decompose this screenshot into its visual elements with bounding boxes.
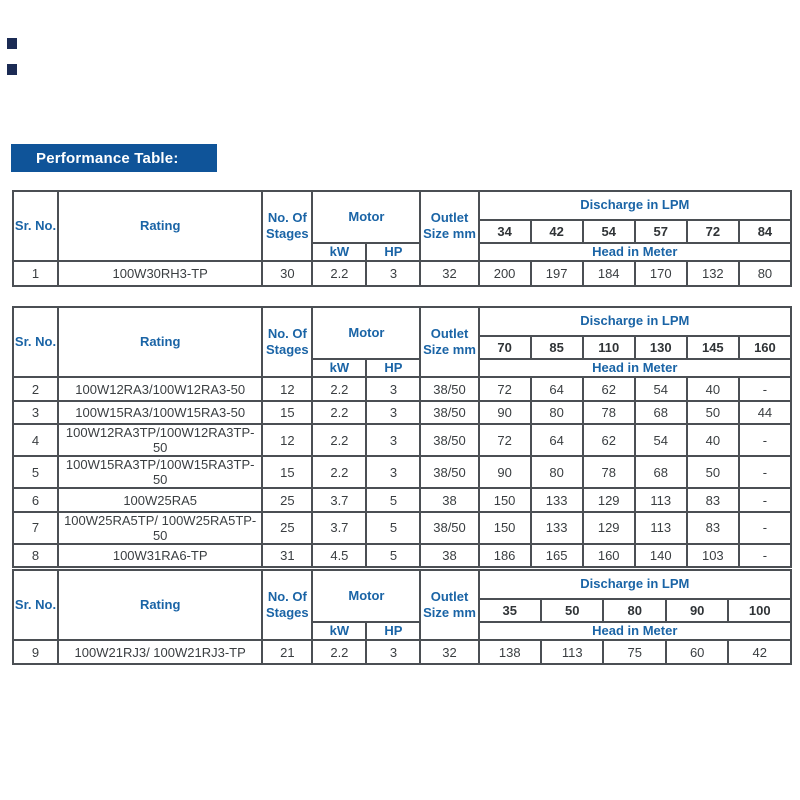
head-value-cell: 113 xyxy=(635,488,687,512)
head-value-cell: 78 xyxy=(583,401,635,425)
head-value-cell: 50 xyxy=(687,401,739,425)
performance-table-3 xyxy=(12,569,792,665)
head-value-cell: - xyxy=(739,456,791,488)
sr-no-cell: 8 xyxy=(13,544,58,568)
rating-cell: 100W31RA6-TP xyxy=(58,544,262,568)
head-value-cell: 80 xyxy=(531,456,583,488)
head-value-cell: 68 xyxy=(635,456,687,488)
head-value-cell: 75 xyxy=(603,640,665,664)
rating-cell: 100W25RA5TP/ 100W25RA5TP-50 xyxy=(58,512,262,544)
head-value-cell: 133 xyxy=(531,512,583,544)
sr-no-cell: 9 xyxy=(13,640,58,664)
hp-cell: 3 xyxy=(366,456,420,488)
table-1-body xyxy=(13,261,791,286)
discharge-value-header: 80 xyxy=(603,599,665,622)
table-3-header xyxy=(13,570,791,640)
discharge-value-header: 72 xyxy=(687,220,739,243)
col-header-outlet-size: Outlet Size mm xyxy=(420,570,478,640)
corner-square-1 xyxy=(7,38,17,49)
sr-no-cell: 4 xyxy=(13,424,58,456)
table-2-body xyxy=(13,377,791,567)
hp-cell: 5 xyxy=(366,488,420,512)
col-header-motor: Motor xyxy=(312,191,420,243)
kw-cell: 2.2 xyxy=(312,261,366,286)
head-value-cell: - xyxy=(739,377,791,401)
table-1-header xyxy=(13,191,791,261)
table-row xyxy=(13,261,791,286)
head-value-cell: 54 xyxy=(635,424,687,456)
kw-cell: 2.2 xyxy=(312,640,366,664)
sr-no-cell: 3 xyxy=(13,401,58,425)
col-header-kw: kW xyxy=(312,243,366,261)
head-value-cell: 138 xyxy=(479,640,541,664)
stages-cell: 31 xyxy=(262,544,312,568)
col-header-head-in-meter: Head in Meter xyxy=(479,243,791,261)
col-header-discharge-lpm: Discharge in LPM xyxy=(479,570,791,599)
outlet-size-cell: 38/50 xyxy=(420,512,478,544)
discharge-value-header: 160 xyxy=(739,336,791,359)
discharge-value-header: 84 xyxy=(739,220,791,243)
outlet-size-cell: 32 xyxy=(420,261,478,286)
outlet-size-cell: 32 xyxy=(420,640,478,664)
performance-table-2-wrap xyxy=(12,306,792,568)
outlet-size-cell: 38/50 xyxy=(420,401,478,425)
head-value-cell: 140 xyxy=(635,544,687,568)
head-value-cell: 68 xyxy=(635,401,687,425)
col-header-motor: Motor xyxy=(312,307,420,359)
outlet-size-cell: 38/50 xyxy=(420,424,478,456)
head-value-cell: 62 xyxy=(583,377,635,401)
rating-cell: 100W30RH3-TP xyxy=(58,261,262,286)
head-value-cell: 40 xyxy=(687,377,739,401)
discharge-value-header: 90 xyxy=(666,599,728,622)
col-header-sr-no: Sr. No. xyxy=(13,570,58,640)
col-header-motor: Motor xyxy=(312,570,420,622)
kw-cell: 2.2 xyxy=(312,401,366,425)
head-value-cell: 103 xyxy=(687,544,739,568)
head-value-cell: 197 xyxy=(531,261,583,286)
col-header-discharge-lpm: Discharge in LPM xyxy=(479,191,791,220)
outlet-size-cell: 38 xyxy=(420,544,478,568)
kw-cell: 3.7 xyxy=(312,488,366,512)
stages-cell: 21 xyxy=(262,640,312,664)
rating-cell: 100W12RA3/100W12RA3-50 xyxy=(58,377,262,401)
col-header-hp: HP xyxy=(366,622,420,640)
discharge-value-header: 130 xyxy=(635,336,687,359)
discharge-value-header: 70 xyxy=(479,336,531,359)
table-row xyxy=(13,512,791,544)
head-value-cell: 165 xyxy=(531,544,583,568)
table-row xyxy=(13,377,791,401)
table-row xyxy=(13,488,791,512)
col-header-rating: Rating xyxy=(58,570,262,640)
col-header-rating: Rating xyxy=(58,307,262,377)
stages-cell: 15 xyxy=(262,456,312,488)
stages-cell: 12 xyxy=(262,377,312,401)
head-value-cell: 200 xyxy=(479,261,531,286)
performance-table-2 xyxy=(12,306,792,568)
discharge-value-header: 110 xyxy=(583,336,635,359)
head-value-cell: 64 xyxy=(531,424,583,456)
col-header-stages: No. Of Stages xyxy=(262,307,312,377)
discharge-value-header: 34 xyxy=(479,220,531,243)
head-value-cell: 80 xyxy=(739,261,791,286)
head-value-cell: - xyxy=(739,512,791,544)
col-header-head-in-meter: Head in Meter xyxy=(479,359,791,377)
hp-cell: 3 xyxy=(366,261,420,286)
head-value-cell: 186 xyxy=(479,544,531,568)
stages-cell: 30 xyxy=(262,261,312,286)
head-value-cell: 83 xyxy=(687,488,739,512)
kw-cell: 2.2 xyxy=(312,456,366,488)
outlet-size-cell: 38/50 xyxy=(420,377,478,401)
outlet-size-cell: 38 xyxy=(420,488,478,512)
outlet-size-cell: 38/50 xyxy=(420,456,478,488)
head-value-cell: 80 xyxy=(531,401,583,425)
corner-square-2 xyxy=(7,64,17,75)
sr-no-cell: 6 xyxy=(13,488,58,512)
head-value-cell: 90 xyxy=(479,456,531,488)
rating-cell: 100W21RJ3/ 100W21RJ3-TP xyxy=(58,640,262,664)
head-value-cell: 150 xyxy=(479,512,531,544)
table-row xyxy=(13,640,791,664)
head-value-cell: 132 xyxy=(687,261,739,286)
col-header-stages: No. Of Stages xyxy=(262,191,312,261)
table-row xyxy=(13,544,791,568)
head-value-cell: 60 xyxy=(666,640,728,664)
head-value-cell: 150 xyxy=(479,488,531,512)
discharge-value-header: 35 xyxy=(479,599,541,622)
head-value-cell: 50 xyxy=(687,456,739,488)
sr-no-cell: 7 xyxy=(13,512,58,544)
table-row xyxy=(13,401,791,425)
head-value-cell: 64 xyxy=(531,377,583,401)
discharge-value-header: 50 xyxy=(541,599,603,622)
col-header-outlet-size: Outlet Size mm xyxy=(420,307,478,377)
table-3-body xyxy=(13,640,791,664)
table-row xyxy=(13,456,791,488)
col-header-head-in-meter: Head in Meter xyxy=(479,622,791,640)
rating-cell: 100W15RA3TP/100W15RA3TP-50 xyxy=(58,456,262,488)
head-value-cell: 54 xyxy=(635,377,687,401)
head-value-cell: 113 xyxy=(541,640,603,664)
sr-no-cell: 2 xyxy=(13,377,58,401)
hp-cell: 3 xyxy=(366,640,420,664)
head-value-cell: 42 xyxy=(728,640,791,664)
head-value-cell: 72 xyxy=(479,424,531,456)
rating-cell: 100W25RA5 xyxy=(58,488,262,512)
stages-cell: 12 xyxy=(262,424,312,456)
kw-cell: 4.5 xyxy=(312,544,366,568)
col-header-kw: kW xyxy=(312,622,366,640)
performance-table-3-wrap xyxy=(12,569,792,665)
head-value-cell: 72 xyxy=(479,377,531,401)
head-value-cell: - xyxy=(739,488,791,512)
kw-cell: 2.2 xyxy=(312,377,366,401)
hp-cell: 5 xyxy=(366,544,420,568)
col-header-rating: Rating xyxy=(58,191,262,261)
performance-table-1 xyxy=(12,190,792,287)
hp-cell: 5 xyxy=(366,512,420,544)
head-value-cell: 113 xyxy=(635,512,687,544)
head-value-cell: 160 xyxy=(583,544,635,568)
head-value-cell: 170 xyxy=(635,261,687,286)
kw-cell: 2.2 xyxy=(312,424,366,456)
col-header-hp: HP xyxy=(366,359,420,377)
stages-cell: 25 xyxy=(262,512,312,544)
col-header-sr-no: Sr. No. xyxy=(13,307,58,377)
discharge-value-header: 85 xyxy=(531,336,583,359)
discharge-value-header: 54 xyxy=(583,220,635,243)
table-row xyxy=(13,424,791,456)
col-header-outlet-size: Outlet Size mm xyxy=(420,191,478,261)
head-value-cell: - xyxy=(739,424,791,456)
rating-cell: 100W12RA3TP/100W12RA3TP-50 xyxy=(58,424,262,456)
table-2-header xyxy=(13,307,791,377)
head-value-cell: 184 xyxy=(583,261,635,286)
head-value-cell: 44 xyxy=(739,401,791,425)
head-value-cell: 83 xyxy=(687,512,739,544)
hp-cell: 3 xyxy=(366,401,420,425)
hp-cell: 3 xyxy=(366,377,420,401)
hp-cell: 3 xyxy=(366,424,420,456)
head-value-cell: 129 xyxy=(583,512,635,544)
head-value-cell: 90 xyxy=(479,401,531,425)
head-value-cell: 129 xyxy=(583,488,635,512)
col-header-hp: HP xyxy=(366,243,420,261)
section-title-bar xyxy=(11,144,217,172)
head-value-cell: 40 xyxy=(687,424,739,456)
rating-cell: 100W15RA3/100W15RA3-50 xyxy=(58,401,262,425)
sr-no-cell: 1 xyxy=(13,261,58,286)
stages-cell: 15 xyxy=(262,401,312,425)
col-header-stages: No. Of Stages xyxy=(262,570,312,640)
head-value-cell: - xyxy=(739,544,791,568)
stages-cell: 25 xyxy=(262,488,312,512)
discharge-value-header: 42 xyxy=(531,220,583,243)
col-header-kw: kW xyxy=(312,359,366,377)
col-header-sr-no: Sr. No. xyxy=(13,191,58,261)
performance-table-1-wrap xyxy=(12,190,792,287)
head-value-cell: 62 xyxy=(583,424,635,456)
section-title-text: Performance Table: xyxy=(36,149,179,167)
discharge-value-header: 100 xyxy=(728,599,791,622)
col-header-discharge-lpm: Discharge in LPM xyxy=(479,307,791,336)
discharge-value-header: 57 xyxy=(635,220,687,243)
discharge-value-header: 145 xyxy=(687,336,739,359)
head-value-cell: 78 xyxy=(583,456,635,488)
sr-no-cell: 5 xyxy=(13,456,58,488)
head-value-cell: 133 xyxy=(531,488,583,512)
kw-cell: 3.7 xyxy=(312,512,366,544)
